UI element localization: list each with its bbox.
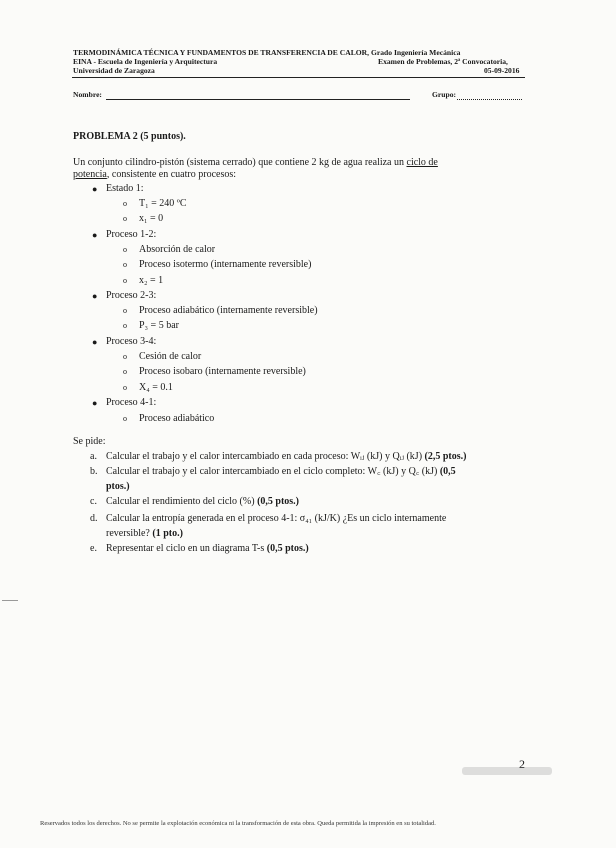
list-item: o <box>123 352 127 361</box>
section-label: Proceso 3-4: <box>106 336 157 347</box>
ask-text: Calcular el trabajo y el calor intercambiado en cada proceso: Wᵢⱼ (kJ) y Qᵢⱼ (kJ) <box>106 451 423 462</box>
section-item: Cesión de calor <box>139 351 202 362</box>
intro-cycle-text: ciclo de <box>406 157 438 168</box>
scan-mark <box>2 600 18 601</box>
section-item: X₄ = 0.1 <box>139 382 173 393</box>
name-field-line[interactable] <box>106 99 410 100</box>
list-item: o <box>123 321 127 330</box>
ask-item <box>106 466 456 478</box>
section-label: Estado 1: <box>106 183 144 194</box>
problem-intro-line2 <box>73 169 236 181</box>
ask-text: Calcular el trabajo y el calor intercambiado en el ciclo completo: W꜀ (kJ) y Q꜀ (kJ) <box>106 466 438 477</box>
ask-item: Calcular la entropía generada en el proceso 4-1: σ₄₁ (kJ/K) ¿Es un ciclo internamente <box>106 513 447 524</box>
section-label: Proceso 4-1: <box>106 397 157 408</box>
intro-power-text: potencia <box>73 169 107 180</box>
section-item: Proceso isotermo (internamente reversible) <box>139 259 312 270</box>
section-item: Proceso adiabático <box>139 413 215 424</box>
list-item: o <box>123 245 127 254</box>
list-item: o <box>123 214 127 223</box>
exam-name: Examen de Problemas, 2ª Convocatoria, <box>378 57 508 66</box>
list-item: o <box>123 414 127 423</box>
ask-letter: a. <box>90 451 97 462</box>
problem-title: PROBLEMA 2 (5 puntos). <box>73 131 186 142</box>
section-item: T₁ = 240 ºC <box>139 198 187 209</box>
ask-text: reversible? <box>106 528 150 539</box>
group-field-line[interactable] <box>457 99 522 100</box>
ask-points: (2,5 ptos.) <box>424 451 467 462</box>
ask-item <box>106 451 466 463</box>
exam-date: 05-09-2016 <box>484 66 520 75</box>
list-item: o <box>123 383 127 392</box>
ask-points: (0,5 ptos.) <box>257 496 300 507</box>
header-divider <box>72 77 525 78</box>
intro-rest-text: , consistente en cuatro procesos: <box>106 169 237 180</box>
section-label: Proceso 1-2: <box>106 229 157 240</box>
list-item: ● <box>92 337 98 347</box>
list-item: ● <box>92 291 98 301</box>
list-item: o <box>123 260 127 269</box>
list-item: ● <box>92 230 98 240</box>
ask-points: (0,5 <box>439 466 456 477</box>
list-item: o <box>123 367 127 376</box>
list-item: o <box>123 199 127 208</box>
ask-points: (1 pto.) <box>152 528 183 539</box>
section-item: x₁ = 0 <box>139 213 164 224</box>
ask-item <box>106 496 299 508</box>
section-label: Proceso 2-3: <box>106 290 157 301</box>
degree-name: Grado Ingeniería Mecánica <box>370 48 461 57</box>
ask-letter: d. <box>90 513 98 524</box>
ask-letter: b. <box>90 466 98 477</box>
page-number: 2 <box>519 757 525 771</box>
watermark-graphic <box>462 764 552 778</box>
university-name: Universidad de Zaragoza <box>73 66 155 75</box>
section-item: P₃ = 5 bar <box>139 320 179 331</box>
problem-intro-line1 <box>73 157 528 169</box>
ask-item-continued <box>106 528 183 540</box>
ask-item <box>106 543 309 555</box>
intro-text: Un conjunto cilindro-pistón (sistema cerrado) que contiene 2 kg de agua realiza un <box>73 157 404 168</box>
list-item: ● <box>92 184 98 194</box>
list-item: ● <box>92 398 98 408</box>
section-item: x₂ = 1 <box>139 275 164 286</box>
list-item: o <box>123 306 127 315</box>
course-title: TERMODINÁMICA TÉCNICA Y FUNDAMENTOS DE TRANSFERENCIA DE CALOR, Grado Ingeniería Mecánica <box>73 48 461 57</box>
name-label: Nombre: <box>73 90 102 99</box>
school-name: EINA - Escuela de Ingeniería y Arquitectura <box>73 57 218 66</box>
list-item: o <box>123 276 127 285</box>
section-item: Absorción de calor <box>139 244 216 255</box>
footer-notice: Reservados todos los derechos. No se permite la explotación económica ni la transformación de esta obra. Queda permitida la impresión en su totalidad. <box>40 820 436 827</box>
section-item: Proceso isobaro (internamente reversible) <box>139 366 306 377</box>
ask-points: (0,5 ptos.) <box>266 543 309 554</box>
ask-points-continued: ptos.) <box>106 481 130 492</box>
section-item: Proceso adiabático (internamente reversible) <box>139 305 318 316</box>
ask-letter: e. <box>90 543 97 554</box>
asks-title: Se pide: <box>73 436 106 447</box>
ask-text: Representar el ciclo en un diagrama T-s <box>106 543 265 554</box>
group-label: Grupo: <box>432 90 457 99</box>
course-name: TERMODINÁMICA TÉCNICA Y FUNDAMENTOS DE TRANSFERENCIA DE CALOR <box>73 48 368 57</box>
watermark <box>462 764 552 778</box>
ask-letter: c. <box>90 496 97 507</box>
ask-text: Calcular el rendimiento del ciclo (%) <box>106 496 255 507</box>
